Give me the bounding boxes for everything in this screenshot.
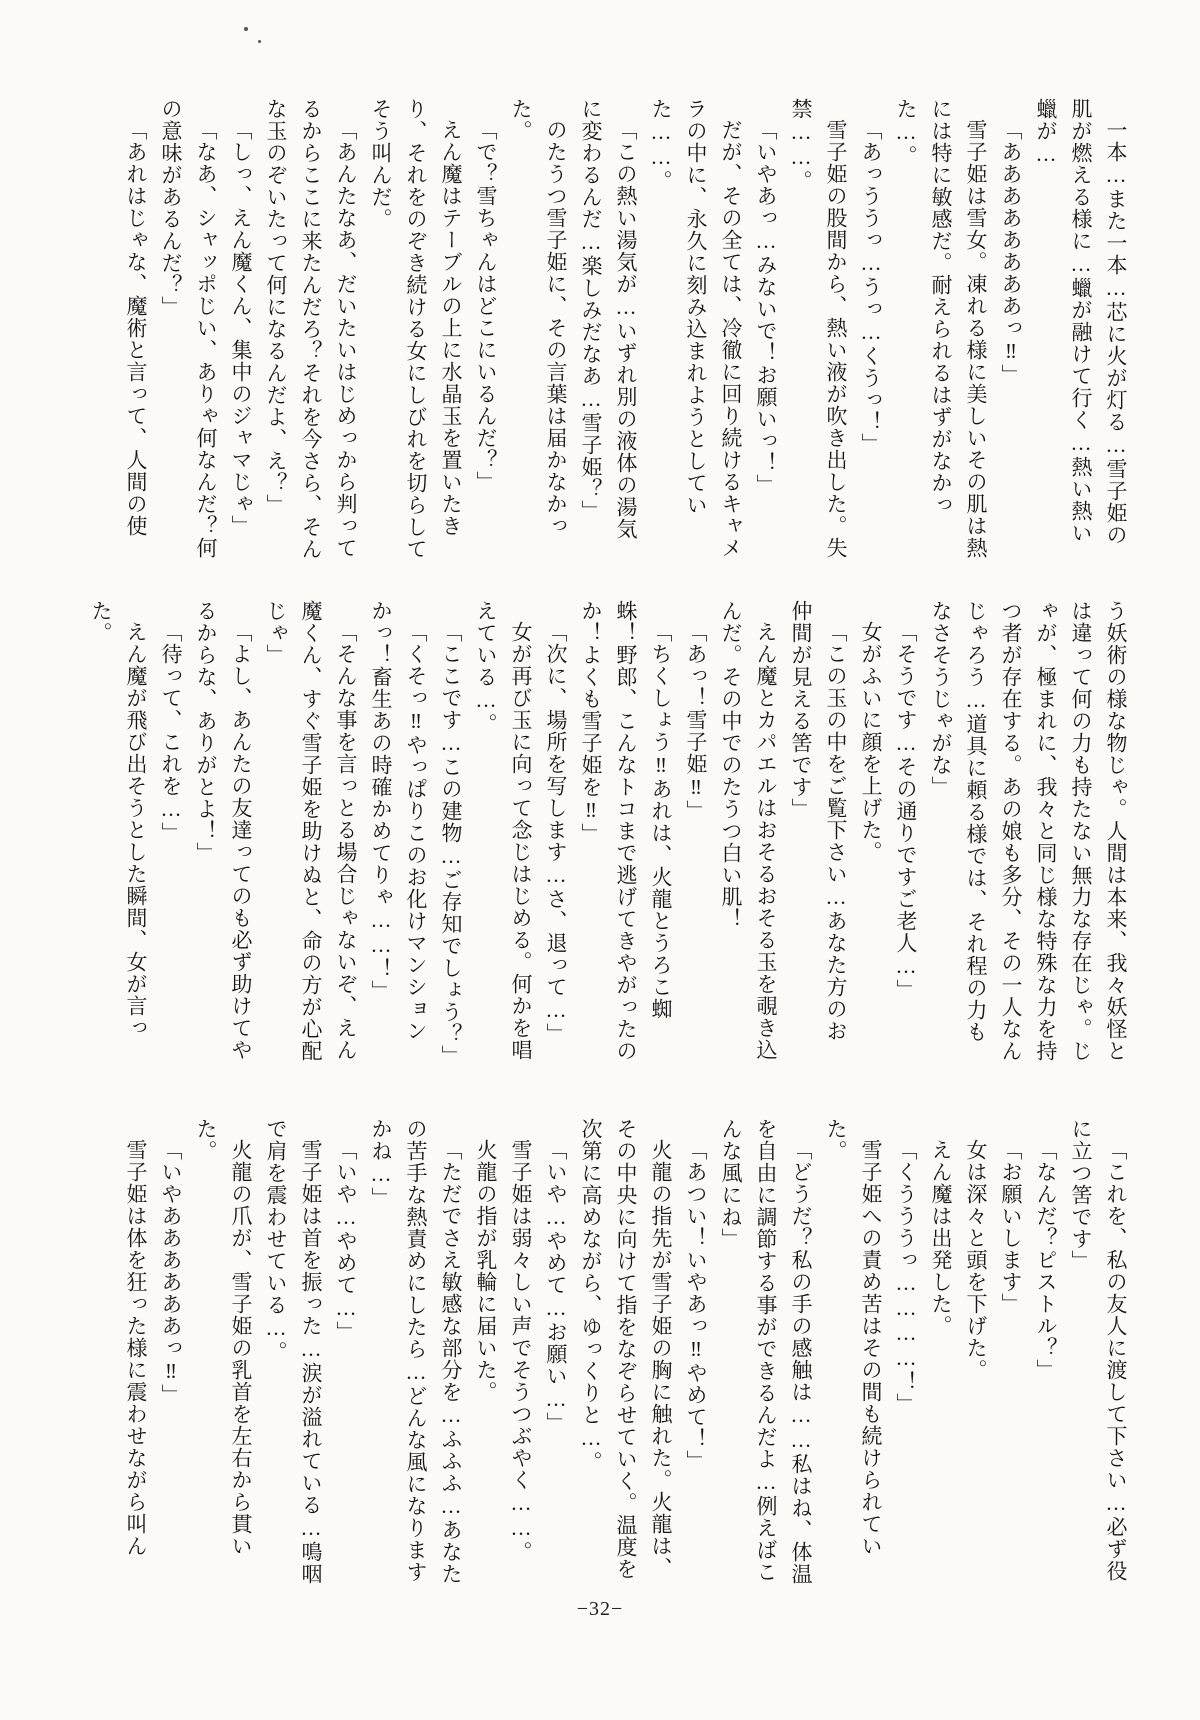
paragraph: 「くそっ‼やっぱりこのお化けマンションかっ！畜生あの時確かめてりゃ……！」 xyxy=(369,600,428,1042)
paragraph: 女は深々と頭を下げた。 xyxy=(964,1139,988,1381)
paragraph: えん魔は出発した。 xyxy=(929,1139,953,1337)
paragraph: だが、その全ては、冷徹に回り続けるキャメラの中に、永久に刻み込まれようとしていた……。 xyxy=(649,98,743,559)
paragraph: 雪子姫への責め苦はその間も続けられていた。 xyxy=(824,1118,883,1557)
paragraph: 雪子姫は体を狂った様に震わせながら叫ん xyxy=(124,1139,148,1557)
paragraph: 「あっううっ…うっ…くうっ！」 xyxy=(859,119,883,455)
paragraph: 雪子姫は雪女。凍れる様に美しいその肌は熱には特に敏感だ。耐えられるはずがなかった…。 xyxy=(894,98,988,559)
text-block-middle xyxy=(83,600,1133,1067)
paragraph: 「そんな事を言っとる場合じゃないぞ、えん魔くん、すぐ雪子姫を助けぬと、命の方が心配じゃ」 xyxy=(264,600,358,1062)
paragraph: 女がふいに顔を上げた。 xyxy=(859,621,883,863)
paragraph: 「あっ！雪子姫‼」 xyxy=(684,621,708,822)
paragraph: えん魔が飛び出そうとした瞬間、女が言った。 xyxy=(89,600,148,1039)
paragraph: 「いやあっ…みないで！お願いっ！」 xyxy=(754,119,778,496)
scan-speck xyxy=(244,27,248,31)
paragraph: 「お願いします」 xyxy=(999,1139,1023,1315)
paragraph: 「で？雪ちゃんはどこにいるんだ？」 xyxy=(474,119,498,493)
paragraph: 「次に、場所を写します…さ、退って…」 xyxy=(544,621,568,1045)
paragraph: 「これを、私の友人に渡して下さい…必ず役に立つ筈です」 xyxy=(1069,1118,1128,1582)
paragraph: 女が再び玉に向って念じはじめる。何かを唱えている…。 xyxy=(474,600,533,1061)
paragraph: 「しっ、えん魔くん、集中のジャマじゃ」 xyxy=(229,119,253,537)
paragraph: えん魔はテーブルの上に水晶玉を置いたきり、それをのぞき続ける女にしびれを切らしてそう叫んだ。 xyxy=(369,98,463,560)
paragraph: 「あれはじゃな、魔術と言って、人間の使 xyxy=(124,119,148,537)
paragraph: 火龍の指先が雪子姫の胸に触れた。火龍は、その中央に向けて指をなぞらせていく。温度を次第に高めながら、ゆっくりと…。 xyxy=(579,1118,673,1580)
scan-speck xyxy=(258,40,261,43)
paragraph: のたうつ雪子姫に、その言葉は届かなかった。 xyxy=(509,98,568,537)
paragraph: 「よし、あんたの友達ってのも必ず助けてやるからな、ありがとよ！」 xyxy=(194,600,253,1061)
paragraph: 「この熱い湯気が…いずれ別の液体の湯気に変わるんだ…楽しみだなあ…雪子姫？」 xyxy=(579,98,638,540)
paragraph: 「ただでさえ敏感な部分を…ふふふ…あなたの苦手な熱責めにしたら…どんな風になりますかね…」 xyxy=(369,1118,463,1585)
paragraph: えん魔とカパエルはおそるおそる玉を覗き込んだ。その中でのたうつ白い肌！ xyxy=(719,600,778,1061)
paragraph: 「どうだ？私の手の感触は……私はね、体温を自由に調節する事ができるんだよ…例えばこんな風にね」 xyxy=(719,1118,813,1585)
paragraph: 「そうです…その通りですご老人…」 xyxy=(894,621,918,1001)
paragraph: 「あんたなあ、だいたいはじめっから判ってるからここに来たんだろ？それを今さら、そんな玉のぞいたって何になるんだよ、え？」 xyxy=(264,98,358,560)
paragraph: 「いやああああああっ‼」 xyxy=(159,1139,183,1406)
page-number: −32− xyxy=(576,1598,624,1620)
paragraph: 「あつい！いやあっ‼やめて！」 xyxy=(684,1139,708,1472)
paragraph: 「ああああああああっ‼」 xyxy=(999,119,1023,386)
paragraph: 「ちくしょう‼あれは、火龍とうろこ蜘蛛！野郎、こんなトコまで逃げてきやがったのか！よくも雪子姫を‼」 xyxy=(579,600,673,1062)
paragraph: 「なんだ？ピストル？」 xyxy=(1034,1139,1058,1381)
paragraph: 「いや…やめて…お願い…」 xyxy=(544,1139,568,1434)
paragraph: 「くうううっ…………！」 xyxy=(894,1139,918,1415)
paragraph: う妖術の様な物じゃ。人間は本来、我々妖怪とは違って何の力も持たない無力な存在じゃ。じゃが、極まれに、我々と同じ様な特殊な力を持つ者が存在する。あの娘も多分、その一人なんじゃろう…道具に頼る様では、それ程の力もなさそうじゃがな」 xyxy=(929,600,1128,1062)
paragraph: 一本…また一本…芯に火が灯る…雪子姫の肌が燃える様に…蠟が融けて行く…熱い熱い蠟が… xyxy=(1034,98,1128,546)
paragraph: 「待って、これを…」 xyxy=(159,621,183,844)
text-block-top xyxy=(118,98,1133,560)
paragraph: 雪子姫の股間から、熱い液が吹き出した。失禁……。 xyxy=(789,98,848,559)
paragraph: 火龍の爪が、雪子姫の乳首を左右から貫いた。 xyxy=(194,1118,253,1557)
paragraph: 火龍の指が乳輪に届いた。 xyxy=(474,1139,498,1403)
paragraph: 「いや…やめて…」 xyxy=(334,1139,358,1343)
paragraph: 「ここです…この建物…ご存知でしょう？」 xyxy=(439,621,463,1067)
text-block-bottom xyxy=(118,1118,1133,1588)
paragraph: 「なあ、シャッポじい、ありゃ何なんだ？何の意味があるんだ？」 xyxy=(159,98,218,559)
paragraph: 雪子姫は首を振った…涙が溢れている…鳴咽で肩を震わせている…。 xyxy=(264,1118,323,1585)
paragraph: 雪子姫は弱々しい声でそうつぶやく……。 xyxy=(509,1139,533,1563)
paragraph: 「この玉の中をご覧下さい…あなた方のお仲間が見える筈です」 xyxy=(789,600,848,1042)
